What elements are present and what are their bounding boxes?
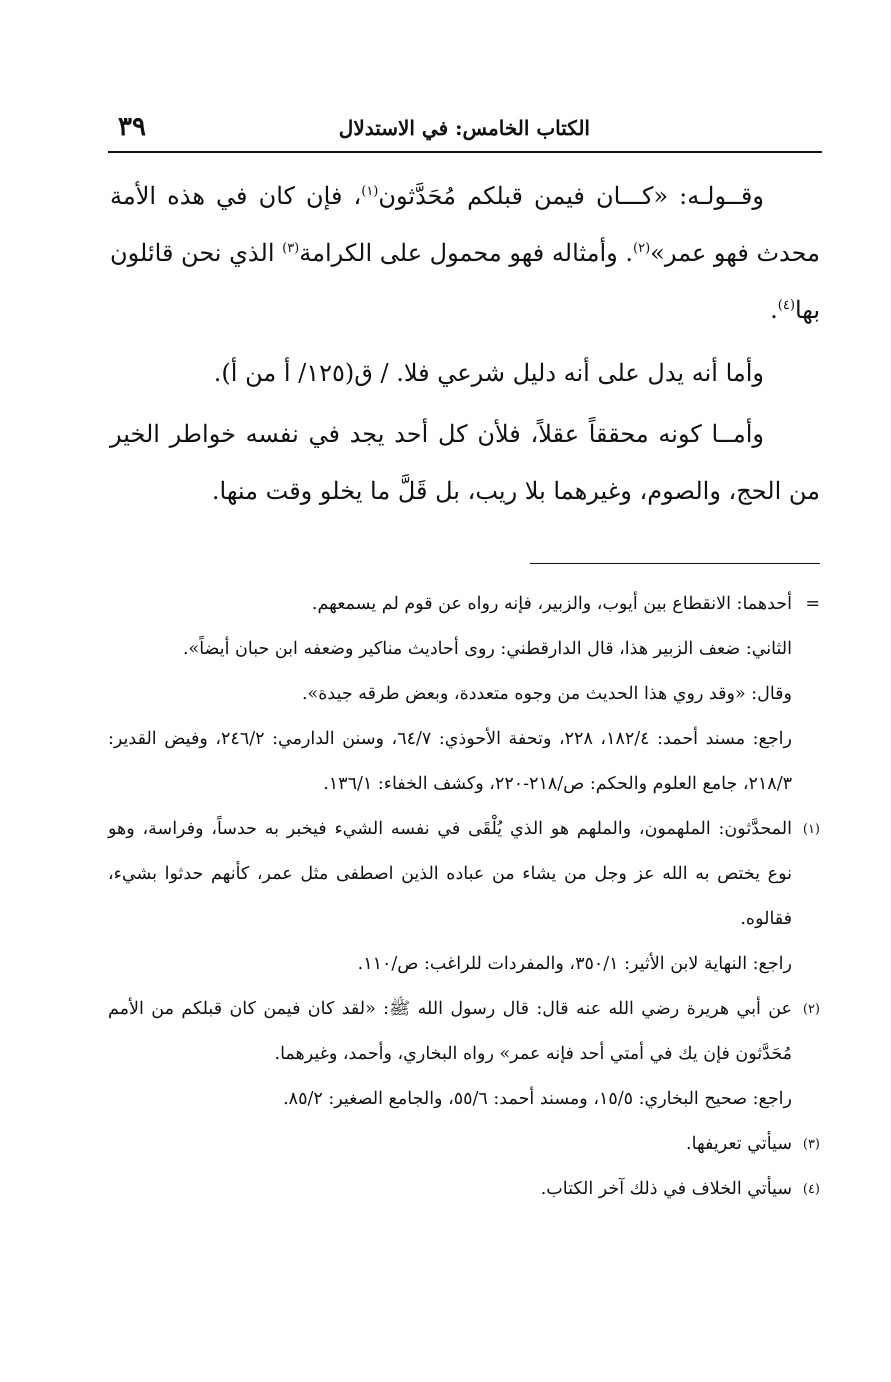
footnote-ref-4: (٤) (777, 298, 795, 313)
page-number: ٣٩ (118, 112, 146, 142)
header-rule (108, 151, 822, 153)
footnote-separator (530, 563, 820, 564)
continuation-line-3: وقال: «وقد روي هذا الحديث من وجوه متعددة، وبعض طرقه جيدة». (301, 684, 792, 704)
footnote-ref-1: (١) (361, 184, 379, 199)
footnote-continuation (108, 582, 820, 807)
paragraph-3: وأمــا كونه محققاً عقلاً، فلأن كل أحد يجد في نفسه خواطر الخير من الحج، والصوم، وغيرهما بلا ريب، بل قَلَّ ما يخلو وقت منها. (110, 420, 820, 505)
main-text (110, 168, 820, 520)
footnote-2-mark: (٢) (802, 1002, 820, 1017)
footnote-2-text: عن أبي هريرة رضي الله عنه قال: قال رسول الله ﷺ: «لقد كان فيمن كان قبلكم من الأمم مُحَدَّثون فإن يك في أمتي أحد فإنه عمر» رواه البخاري، وأحمد، وغيرهما. (108, 999, 792, 1064)
footnote-ref-2: (٢) (633, 241, 651, 256)
continuation-marker: = (805, 594, 820, 614)
continuation-line-1: أحدهما: الانقطاع بين أيوب، والزبير، فإنه رواه عن قوم لم يسمعهم. (311, 594, 792, 614)
continuation-line-4: راجع: مسند أحمد: ١٨٢/٤، ٢٢٨، وتحفة الأحوذي: ٦٤/٧، وسنن الدارمي: ٢٤٦/٢، وفيض القدير: ٢١٨/٣، جامع العلوم والحكم: ص/٢١٨-٢٢٠، وكشف الخفاء: ١٣٦/١. (108, 729, 792, 794)
footnote-3-mark: (٣) (802, 1137, 820, 1152)
footnote-2-ref: راجع: صحيح البخاري: ١٥/٥، ومسند أحمد: ٥٥/٦، والجامع الصغير: ٨٥/٢. (283, 1089, 792, 1109)
footnote-3 (108, 1122, 820, 1167)
paragraph-1-part-4: الذي نحن قائلون بها (109, 239, 820, 324)
continuation-line-2: الثاني: ضعف الزبير هذا، قال الدارقطني: روى أحاديث مناكير وضعفه ابن حبان أيضاً». (182, 639, 792, 659)
footnote-3-text: سيأتي تعريفها. (686, 1134, 792, 1154)
footnote-ref-3: (٣) (282, 241, 300, 256)
running-header (110, 112, 822, 152)
footnote-1-mark: (١) (802, 822, 820, 837)
running-title: الكتاب الخامس: في الاستدلال (338, 116, 590, 140)
paragraph-1-part-3: . وأمثاله فهو محمول على الكرامة (299, 239, 633, 267)
paragraph-1 (110, 168, 820, 339)
footnote-2 (108, 987, 820, 1122)
footnote-4 (108, 1167, 820, 1212)
footnote-4-text: سيأتي الخلاف في ذلك آخر الكتاب. (540, 1179, 792, 1199)
paragraph-2: وأما أنه يدل على أنه دليل شرعي فلا. / ق(١٢٥/ أ من أ). (213, 359, 764, 387)
paragraph-1-part-1: وقــولـه: «كـــان فيمن قبلكم مُحَدَّثون (378, 182, 764, 210)
paragraph-1-part-5: . (770, 296, 778, 324)
paragraph-1-part-2: ، فإن كان في هذه الأمة محدث فهو عمر» (110, 182, 820, 267)
footnote-4-mark: (٤) (802, 1182, 820, 1197)
footnote-1-text: المحدَّثون: الملهمون، والملهم هو الذي يُلْقَى في نفسه الشيء فيخبر به حدساً، وفراسة، وهو نوع يختص به الله عز وجل من يشاء من عباده الذين اصطفى مثل عمر، كأنهم حدثوا بشيء، فقالوه. (108, 819, 792, 929)
footnote-1-ref: راجع: النهاية لابن الأثير: ٣٥٠/١، والمفردات للراغب: ص/١١٠. (357, 954, 792, 974)
footnotes (108, 582, 820, 1212)
footnote-1 (108, 807, 820, 987)
